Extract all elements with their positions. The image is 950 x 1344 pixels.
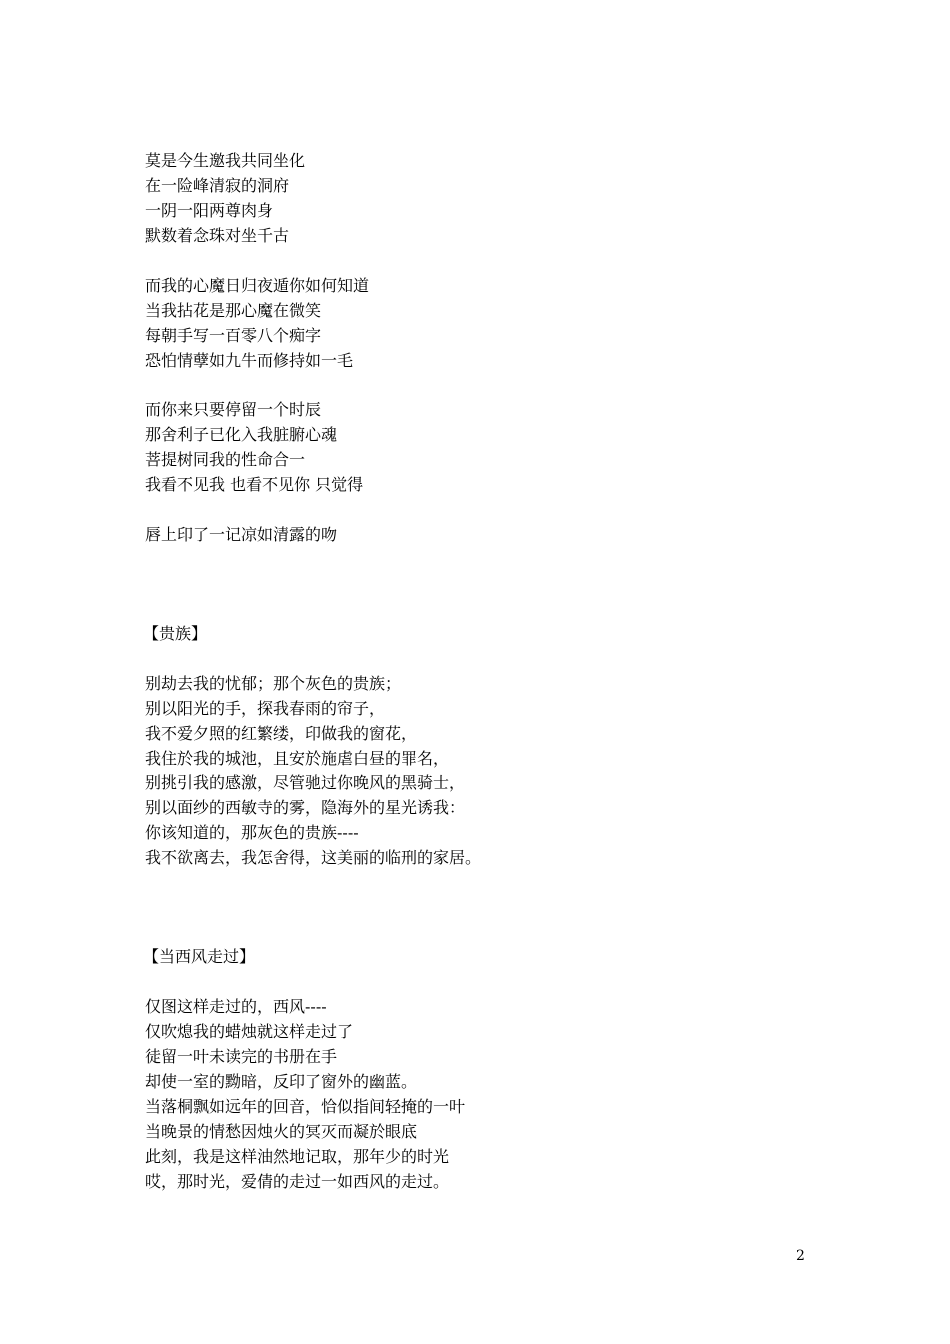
poem2-line: 我不爱夕照的红繁缕，印做我的窗花， (145, 724, 418, 743)
poem1-line: 莫是今生邀我共同坐化 (145, 151, 306, 170)
poem3-line: 此刻，我是这样油然地记取，那年少的时光 (145, 1147, 450, 1166)
poem3-line: 徒留一叶未读完的书册在手 (145, 1047, 338, 1066)
poem3-line: 仅图这样走过的，西风---- (145, 997, 327, 1016)
poem1-line: 恐怕情孽如九牛而修持如一毛 (145, 351, 354, 370)
poem3-line: 却使一室的黝暗，反印了窗外的幽蓝。 (145, 1072, 418, 1091)
poem1-line: 在一险峰清寂的洞府 (145, 176, 290, 195)
poem3-line: 当落桐飘如远年的回音，恰似指间轻掩的一叶 (145, 1097, 466, 1116)
poem1-line: 当我拈花是那心魔在微笑 (145, 301, 322, 320)
poem2-line: 别以面纱的西敏寺的雾，隐海外的星光诱我： (145, 798, 466, 817)
poem1-line: 每朝手写一百零八个痴字 (145, 326, 322, 345)
poem1-line: 我看不见我 也看不见你 只觉得 (145, 475, 364, 494)
poem3-line: 哎，那时光，爱倩的走过一如西风的走过。 (145, 1172, 450, 1191)
page-number: 2 (796, 1248, 805, 1264)
poem2-line: 别挑引我的感激，尽管驰过你晚风的黑骑士， (145, 773, 466, 792)
poem1-line: 一阴一阳两尊肉身 (145, 201, 274, 220)
poem2-line: 你该知道的，那灰色的贵族---- (145, 823, 359, 842)
poem2-line: 我住於我的城池，且安於施虐白昼的罪名， (145, 749, 450, 768)
poem1-line: 而你来只要停留一个时辰 (145, 400, 322, 419)
poem1-line: 默数着念珠对坐千古 (145, 226, 290, 245)
poem3-line: 当晚景的情愁因烛火的冥灭而凝於眼底 (145, 1122, 418, 1141)
poem1-line: 菩提树同我的性命合一 (145, 450, 306, 469)
poem2-title: 【贵族】 (143, 624, 208, 643)
poem2-line: 我不欲离去，我怎舍得，这美丽的临刑的家居。 (145, 848, 482, 867)
poem1-line: 唇上印了一记凉如清露的吻 (145, 525, 338, 544)
poem2-line: 别劫去我的忧郁；那个灰色的贵族； (145, 674, 402, 693)
poem3-line: 仅吹熄我的蜡烛就这样走过了 (145, 1022, 354, 1041)
poem1-line: 而我的心魔日归夜遁你如何知道 (145, 276, 370, 295)
poem3-title: 【当西风走过】 (143, 947, 256, 966)
poem1-line: 那舍利子已化入我脏腑心魂 (145, 425, 338, 444)
poem2-line: 别以阳光的手，探我春雨的帘子， (145, 699, 386, 718)
